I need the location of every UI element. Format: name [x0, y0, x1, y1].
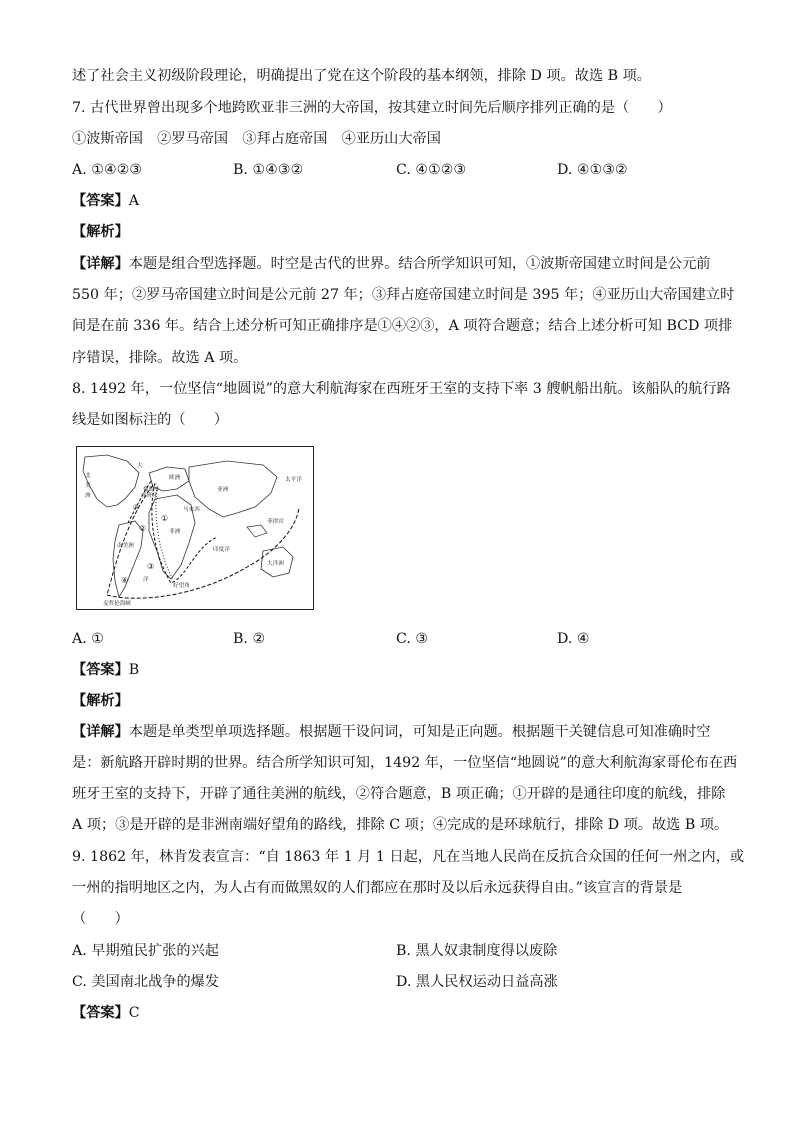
- q7-analysis-tag: 【解析】: [72, 224, 129, 240]
- svg-text:西: 西: [133, 505, 139, 511]
- q7-stem: 7. 古代世界曾出现多个地跨欧亚非三洲的大帝国，按其建立时间先后顺序排列正确的是（ ）: [72, 100, 672, 116]
- route-number-4: ④: [121, 576, 129, 585]
- q7-detail-line-3: 间是在前 336 年。结合上述分析可知正确排序是①④②③，A 项符合题意；结合上述分析可知 BCD 项排: [72, 318, 733, 334]
- q7-items: ①波斯帝国 ②罗马帝国 ③拜占庭帝国 ④亚历山大帝国: [72, 131, 441, 147]
- svg-text:大洋洲: 大洋洲: [267, 561, 284, 567]
- q8-option-a: A. ①: [72, 631, 104, 647]
- answer-tag: 【答案】: [72, 1005, 129, 1021]
- svg-text:马来西: 马来西: [183, 507, 200, 513]
- carryover-text: 述了社会主义初级阶段理论，明确提出了党在这个阶段的基本纲领，排除 D 项。故选 B 项。: [72, 68, 651, 84]
- q7-answer: [72, 191, 139, 211]
- svg-text:亚洲: 亚洲: [217, 487, 229, 493]
- world-map-svg: [77, 447, 313, 609]
- q8-detail-line-3: 班牙王室的支持下，开辟了通往美洲的航线，②符合题意，B 项正确；①开辟的是通往印度的航线，排除: [72, 786, 726, 802]
- q9-option-a: A. 早期殖民扩张的兴起: [72, 943, 219, 959]
- q7-detail-line-1: 【详解】本题是组合型选择题。时空是古代的世界。结合所学知识可知，①波斯帝国建立时间是公元前: [72, 256, 711, 272]
- answer-value: B: [128, 662, 140, 678]
- svg-text:美: 美: [85, 483, 91, 489]
- q8-detail-line-2: 是：新航路开辟时期的世界。结合所学知识可知，1492 年，一位坚信“地圆说”的意大利航海家哥伦布在西: [72, 755, 738, 771]
- q9-option-b: B. 黑人奴隶制度得以废除: [396, 943, 558, 959]
- q8-option-b: B. ②: [233, 631, 266, 647]
- svg-text:洲: 洲: [85, 493, 91, 499]
- svg-text:菲律宾: 菲律宾: [267, 519, 284, 525]
- q9-option-d: D. 黑人民权运动日益高涨: [396, 974, 558, 990]
- q7-option-c: C. ④①②③: [396, 162, 467, 178]
- route-number-3: ③: [147, 562, 155, 571]
- svg-text:洋: 洋: [143, 577, 149, 583]
- q9-stem-line-2: 一州的指明地区之内，为人占有而做黑奴的人们都应在那时及以后永远获得自由。”该宣言的背景是: [72, 880, 683, 896]
- svg-text:麦哲伦海峡: 麦哲伦海峡: [103, 601, 131, 607]
- q8-option-c: C. ③: [396, 631, 429, 647]
- q9-option-c: C. 美国南北战争的爆发: [72, 974, 220, 990]
- svg-text:太平洋: 太平洋: [285, 477, 302, 483]
- q7-option-a: A. ①④②③: [72, 162, 143, 178]
- q8-analysis-tag: 【解析】: [72, 693, 129, 709]
- svg-text:南美洲: 南美洲: [117, 543, 134, 549]
- detail-tag: 【详解】: [72, 256, 129, 272]
- q9-stem-line-1: 9. 1862 年，林肯发表宣言：“自 1863 年 1 月 1 日起，凡在当地人民尚在反抗合众国的任何一州之内，或: [72, 849, 745, 865]
- answer-tag: 【答案】: [72, 662, 129, 678]
- q8-detail-line-1: 【详解】本题是单类型单项选择题。根据题干设问词，可知是正向题。根据题干关键信息可知准确时空: [72, 724, 711, 740]
- svg-text:葡萄牙: 葡萄牙: [143, 487, 160, 493]
- q9-answer: [72, 1003, 140, 1023]
- asia-shape: [189, 461, 277, 517]
- q7-detail-line-2: 550 年；②罗马帝国建立时间是公元前 27 年；③拜占庭帝国建立时间是 395 年；④亚历山大帝国建立时: [72, 287, 735, 303]
- world-map-figure: [76, 446, 314, 610]
- svg-text:好望角: 好望角: [173, 583, 190, 589]
- answer-value: A: [128, 193, 140, 209]
- q8-stem-line-2: 线是如图标注的（ ）: [72, 412, 229, 428]
- detail-tag: 【详解】: [72, 724, 129, 740]
- svg-text:印度洋: 印度洋: [213, 547, 230, 553]
- answer-tag: 【答案】: [72, 193, 129, 209]
- q9-stem-line-3: （ ）: [72, 911, 129, 927]
- q8-option-d: D. ④: [557, 631, 590, 647]
- q8-detail-line-4: A 项；③是开辟的是非洲南端好望角的路线，排除 C 项；④完成的是环球航行，排除 D 项。故选 B 项。: [72, 817, 729, 833]
- answer-value: C: [128, 1005, 140, 1021]
- q7-detail-line-4: 序错误，排除。故选 A 项。: [72, 350, 248, 366]
- q7-option-b: B. ①④③②: [233, 162, 304, 178]
- svg-text:大: 大: [137, 463, 143, 469]
- route-number-2: ②: [139, 524, 147, 533]
- islands-shape: [247, 525, 267, 537]
- q8-answer: [72, 660, 139, 680]
- svg-text:欧洲: 欧洲: [169, 475, 181, 481]
- north-america-shape: [83, 455, 139, 507]
- route-number-1: ①: [161, 514, 169, 523]
- svg-text:北: 北: [85, 473, 91, 479]
- svg-text:非洲: 非洲: [169, 529, 181, 535]
- q7-option-d: D. ④①③②: [557, 162, 628, 178]
- svg-text:西班牙: 西班牙: [141, 493, 158, 499]
- q8-stem-line-1: 8. 1492 年，一位坚信“地圆说”的意大利航海家在西班牙王室的支持下率 3 艘帆船出航。该船队的航行路: [72, 381, 731, 397]
